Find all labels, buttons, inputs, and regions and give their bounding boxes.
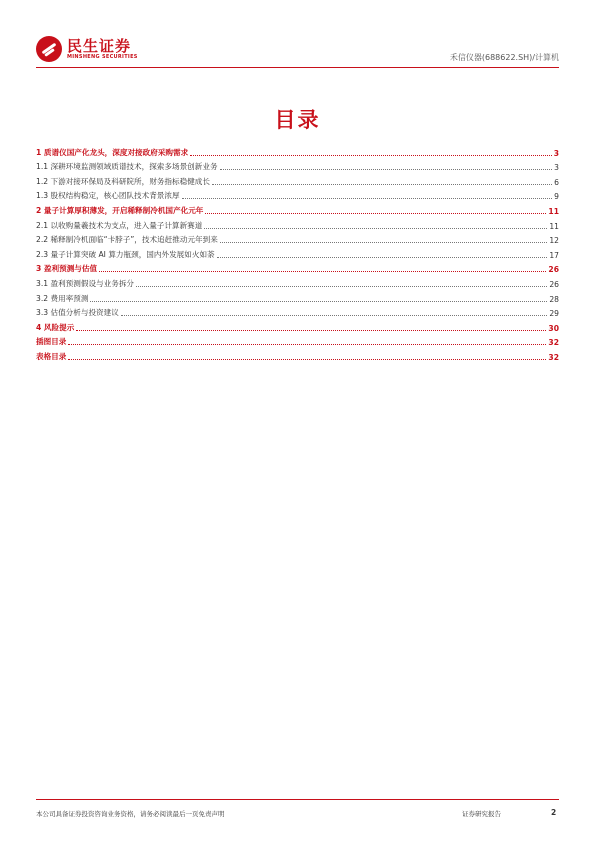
toc-entry[interactable] <box>36 245 559 260</box>
toc-entry[interactable] <box>36 201 559 216</box>
toc-entry[interactable] <box>36 333 559 348</box>
toc-entry-label: 插图目录 <box>36 337 67 347</box>
toc-entry-label: 3.1 盈利预测假设与业务拆分 <box>36 278 135 288</box>
toc-leader-dots <box>99 270 546 272</box>
toc-entry-label: 4 风险提示 <box>36 322 75 332</box>
toc-leader-dots <box>220 241 548 243</box>
minsheng-logo-icon <box>36 36 62 62</box>
toc-leader-dots <box>68 358 546 360</box>
toc-entry-label: 2 量子计算厚积薄发，开启稀释制冷机国产化元年 <box>36 205 204 215</box>
toc-entry[interactable] <box>36 187 559 202</box>
toc-leader-dots <box>68 343 546 345</box>
company-name-en: MINSHENG SECURITIES <box>67 53 138 60</box>
header-divider <box>36 67 559 68</box>
toc-entry-page: 11 <box>549 221 559 231</box>
toc-entry[interactable] <box>36 260 559 275</box>
toc-entry-page: 12 <box>549 236 559 246</box>
toc-entry-page: 6 <box>554 177 559 187</box>
footer-divider <box>36 799 559 800</box>
toc-leader-dots <box>204 227 547 229</box>
table-of-contents <box>36 143 559 362</box>
toc-entry-label: 2.2 稀释制冷机面临“卡脖子”，技术追赶推动元年到来 <box>36 235 218 245</box>
toc-entry-page: 28 <box>549 294 559 304</box>
toc-leader-dots <box>182 197 553 199</box>
page-title: 目录 <box>274 108 321 132</box>
toc-entry-page: 17 <box>549 250 559 260</box>
toc-entry[interactable] <box>36 318 559 333</box>
toc-leader-dots <box>217 256 548 258</box>
toc-leader-dots <box>136 285 547 287</box>
stock-label: 禾信仪器(688622.SH)/计算机 <box>449 53 559 62</box>
footer-page-number: 2 <box>551 808 557 817</box>
toc-entry-page: 29 <box>549 309 559 319</box>
toc-entry-label: 1.3 股权结构稳定，核心团队技术背景浓厚 <box>36 191 180 201</box>
footer-report-type: 证券研究报告 <box>462 810 501 818</box>
toc-entry-page: 32 <box>548 338 559 348</box>
toc-entry[interactable] <box>36 347 559 362</box>
toc-leader-dots <box>76 329 546 331</box>
toc-entry[interactable] <box>36 304 559 319</box>
company-logo <box>36 34 138 64</box>
toc-entry-page: 3 <box>554 163 559 173</box>
toc-leader-dots <box>212 183 552 185</box>
toc-leader-dots <box>121 314 547 316</box>
toc-entry-page: 11 <box>548 206 559 216</box>
toc-entry-label: 1 质谱仪国产化龙头，深度对接政府采购需求 <box>36 147 189 157</box>
footer-disclaimer: 本公司具备证券投资咨询业务资格，请务必阅读最后一页免责声明 <box>36 810 225 818</box>
toc-leader-dots <box>205 212 546 214</box>
toc-entry-label: 3.2 费用率预测 <box>36 293 89 303</box>
toc-entry-page: 26 <box>549 279 559 289</box>
toc-leader-dots <box>90 300 547 302</box>
toc-entry-label: 3 盈利预测与估值 <box>36 264 98 274</box>
toc-entry[interactable] <box>36 289 559 304</box>
toc-entry-label: 2.3 量子计算突破 AI 算力瓶颈，国内外发展如火如荼 <box>36 249 215 259</box>
toc-entry[interactable] <box>36 274 559 289</box>
toc-entry-label: 1.2 下游对接环保局及科研院所，财务指标稳健成长 <box>36 176 210 186</box>
toc-entry-page: 32 <box>548 352 559 362</box>
toc-entry-label: 2.1 以收购量羲技术为支点，进入量子计算新赛道 <box>36 220 203 230</box>
toc-entry-label: 1.1 深耕环境监测领域质谱技术，探索多场景创新业务 <box>36 162 218 172</box>
toc-entry[interactable] <box>36 143 559 158</box>
company-name-cn: 民生证券 <box>67 36 132 55</box>
toc-leader-dots <box>220 168 553 170</box>
toc-entry-label: 表格目录 <box>36 351 67 361</box>
toc-entry-page: 30 <box>548 323 559 333</box>
toc-entry[interactable] <box>36 216 559 231</box>
toc-entry[interactable] <box>36 158 559 173</box>
toc-entry-label: 3.3 估值分析与投资建议 <box>36 308 119 318</box>
toc-entry[interactable] <box>36 231 559 246</box>
toc-entry[interactable] <box>36 172 559 187</box>
toc-entry-page: 9 <box>554 192 559 202</box>
toc-entry-page: 3 <box>553 148 559 158</box>
toc-entry-page: 26 <box>548 265 559 275</box>
page-header <box>36 34 559 66</box>
toc-leader-dots <box>190 154 551 156</box>
